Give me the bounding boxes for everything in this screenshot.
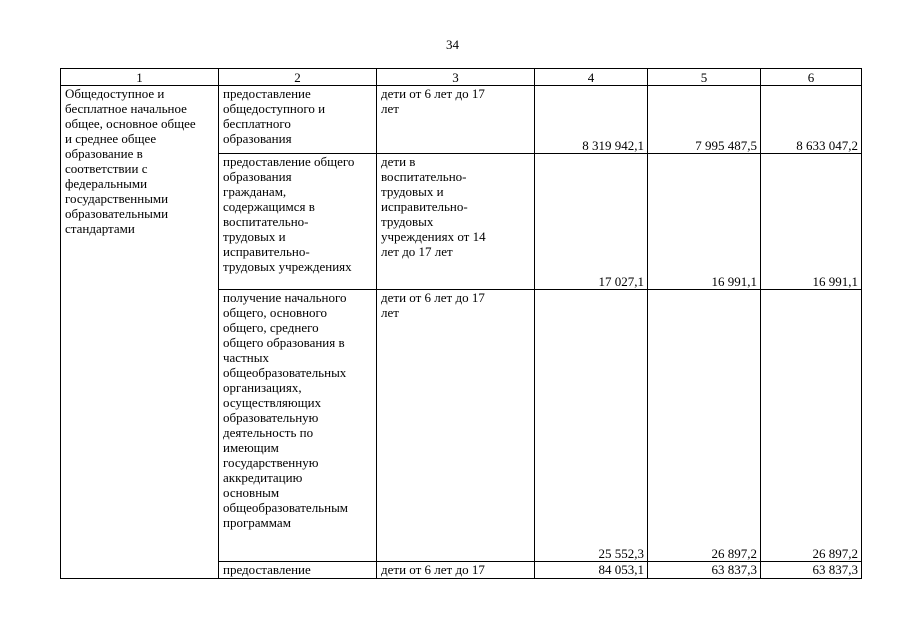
value-cell: 84 053,1	[535, 562, 648, 579]
value-cell: 17 027,1	[535, 154, 648, 290]
column-header: 1	[61, 69, 219, 86]
value-cell: 16 991,1	[648, 154, 761, 290]
value-cell: 26 897,2	[648, 290, 761, 562]
category-cell: дети от 6 лет до 17 лет	[377, 86, 535, 154]
page-number: 34	[446, 37, 459, 52]
table-header-row	[61, 69, 862, 86]
value-cell: 8 633 047,2	[761, 86, 862, 154]
category-cell: дети в воспитательно- трудовых и исправительно- трудовых учреждениях от 14 лет до 17 лет	[377, 154, 535, 290]
value-cell: 26 897,2	[761, 290, 862, 562]
value-cell: 16 991,1	[761, 154, 862, 290]
column-header: 5	[648, 69, 761, 86]
budget-table	[60, 68, 862, 579]
category-cell: дети от 6 лет до 17 лет	[377, 290, 535, 562]
value-cell: 63 837,3	[761, 562, 862, 579]
table-row	[61, 86, 862, 154]
value-cell: 8 319 942,1	[535, 86, 648, 154]
service-name-cell: Общедоступное и бесплатное начальное общее, основное общее и среднее общее образование в соответствии с федеральными государственными образовательными стандартами	[61, 86, 219, 579]
content-cell: предоставление общего образования гражданам, содержащимся в воспитательно- трудовых и исправительно- трудовых учреждениях	[219, 154, 377, 290]
content-cell: предоставление общедоступного и бесплатного образования	[219, 86, 377, 154]
column-header: 2	[219, 69, 377, 86]
content-cell: получение начального общего, основного общего, среднего общего образования в частных общеобразовательных организациях, осуществляющих образовательную деятельность по имеющим государственную аккредитацию основным общеобразовательным программам	[219, 290, 377, 562]
value-cell: 63 837,3	[648, 562, 761, 579]
content-cell: предоставление	[219, 562, 377, 579]
column-header: 3	[377, 69, 535, 86]
value-cell: 25 552,3	[535, 290, 648, 562]
column-header: 4	[535, 69, 648, 86]
value-cell: 7 995 487,5	[648, 86, 761, 154]
category-cell: дети от 6 лет до 17	[377, 562, 535, 579]
column-header: 6	[761, 69, 862, 86]
